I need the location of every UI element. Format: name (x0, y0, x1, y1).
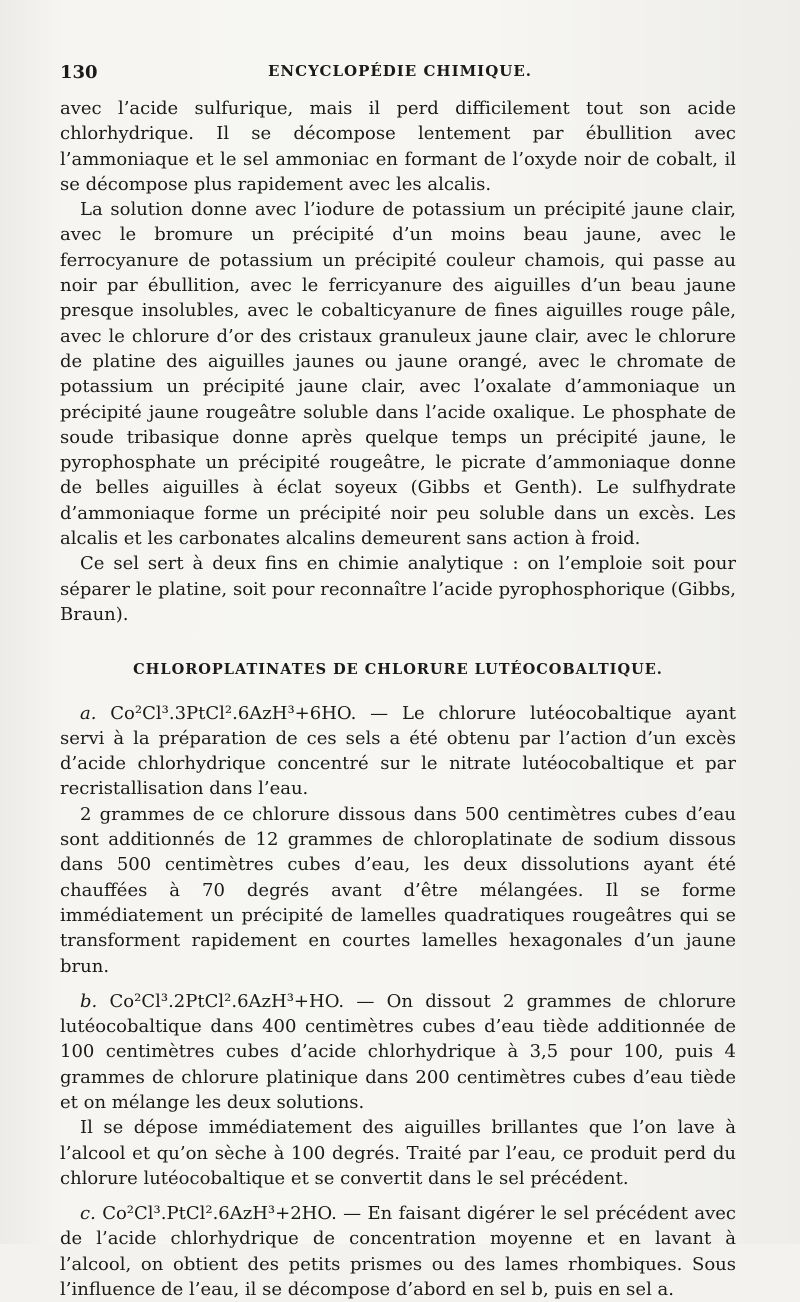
item-b-text: — On dissout 2 grammes de chlorure lutéocobaltique dans 400 centimètres cubes d’eau tiède additionnée de 100 centimètres cubes d’acide chlorhydrique à 3,5 pour 100, puis 4 grammes de chlorure platinique dans 200 centimètres cubes d’eau tiède et on mélange les deux solutions. (60, 990, 736, 1113)
item-b-main (60, 989, 736, 1115)
paragraph-2: La solution donne avec l’iodure de potassium un précipité jaune clair, avec le bromure un précipité d’un moins beau jaune, avec le ferrocyanure de potassium un précipité couleur chamois, qui passe au noir par ébullition, avec le ferricyanure des aiguilles d’un beau jaune presque insolubles, avec le cobalticyanure de fines aiguilles rouge pâle, avec le chlorure d’or des cristaux granuleux jaune clair, avec le chlorure de platine des aiguilles jaunes ou jaune orangé, avec le chromate de potassium un précipité jaune clair, avec l’oxalate d’ammoniaque un précipité jaune rougeâtre soluble dans l’acide oxalique. Le phosphate de soude tribasique donne après quelque temps un précipité jaune, le pyrophosphate un précipité rougeâtre, le picrate d’ammoniaque donne de belles aiguilles à éclat soyeux (Gibbs et Genth). Le sulfhydrate d’ammoniaque forme un précipité noir peu soluble dans un excès. Les alcalis et les carbonates alcalins demeurent sans action à froid. (60, 199, 736, 550)
item-a-followup: 2 grammes de ce chlorure dissous dans 500 centimètres cubes d’eau sont additionnés de 12 grammes de chloroplatinate de sodium dissous dans 500 centimètres cubes d’eau, les deux dissolutions ayant été chauffées à 70 degrés avant d’être mélangées. Il se forme immédiatement un précipité de lamelles quadratiques rougeâtres qui se transforment rapidement en courtes lamelles hexagonales d’un jaune brun. (60, 803, 736, 977)
body-text (60, 96, 736, 1302)
running-title: ENCYCLOPÉDIE CHIMIQUE. (267, 62, 533, 80)
item-a (60, 701, 736, 979)
paragraph-3: Ce sel sert à deux fins en chimie analytique : on l’emploie soit pour séparer le platine, soit pour reconnaître l’acide pyrophosphorique (Gibbs, Braun). (60, 553, 736, 625)
item-a-label: a. (80, 702, 97, 724)
item-b-formula: Co²Cl³.2PtCl².6AzH³+HO. (109, 990, 345, 1012)
item-a-main (60, 701, 736, 802)
item-a-text: — Le chlorure lutéocobaltique ayant servi à la préparation de ces sels a été obtenu par l’action d’un excès d’acide chlorhydrique concentré sur le nitrate lutéocobaltique et par recristallisation dans l’eau. (60, 702, 736, 800)
paragraph-1: avec l’acide sulfurique, mais il perd difficilement tout son acide chlorhydrique. Il se décompose lentement par ébullition avec l’ammoniaque et le sel ammoniac en formant de l’oxyde noir de cobalt, il se décompose plus rapidement avec les alcalis. (60, 98, 736, 195)
item-c-label: c. (80, 1203, 96, 1225)
item-b-label: b. (80, 990, 98, 1012)
item-c-main (60, 1201, 736, 1302)
item-c (60, 1201, 736, 1302)
item-c-formula: Co²Cl³.PtCl².6AzH³+2HO. (102, 1203, 337, 1225)
page-number: 130 (60, 62, 98, 83)
item-b (60, 989, 736, 1191)
item-c-text: — En faisant digérer le sel précédent avec de l’acide chlorhydrique de concentration moyenne et en lavant à l’alcool, on obtient des petits prismes ou des lames rhombiques. Sous l’influence de l’eau, il se décompose d’abord en sel b, puis en sel a. (60, 1203, 736, 1301)
page-header (60, 62, 740, 86)
item-b-followup: Il se dépose immédiatement des aiguilles brillantes que l’on lave à l’alcool et qu’on sèche à 100 degrés. Traité par l’eau, ce produit perd du chlorure lutéocobaltique et se convertit dans le sel précédent. (60, 1117, 736, 1189)
section-title: CHLOROPLATINATES DE CHLORURE LUTÉOCOBALTIQUE. (133, 661, 663, 679)
item-a-formula: Co²Cl³.3PtCl².6AzH³+6HO. (110, 702, 357, 724)
